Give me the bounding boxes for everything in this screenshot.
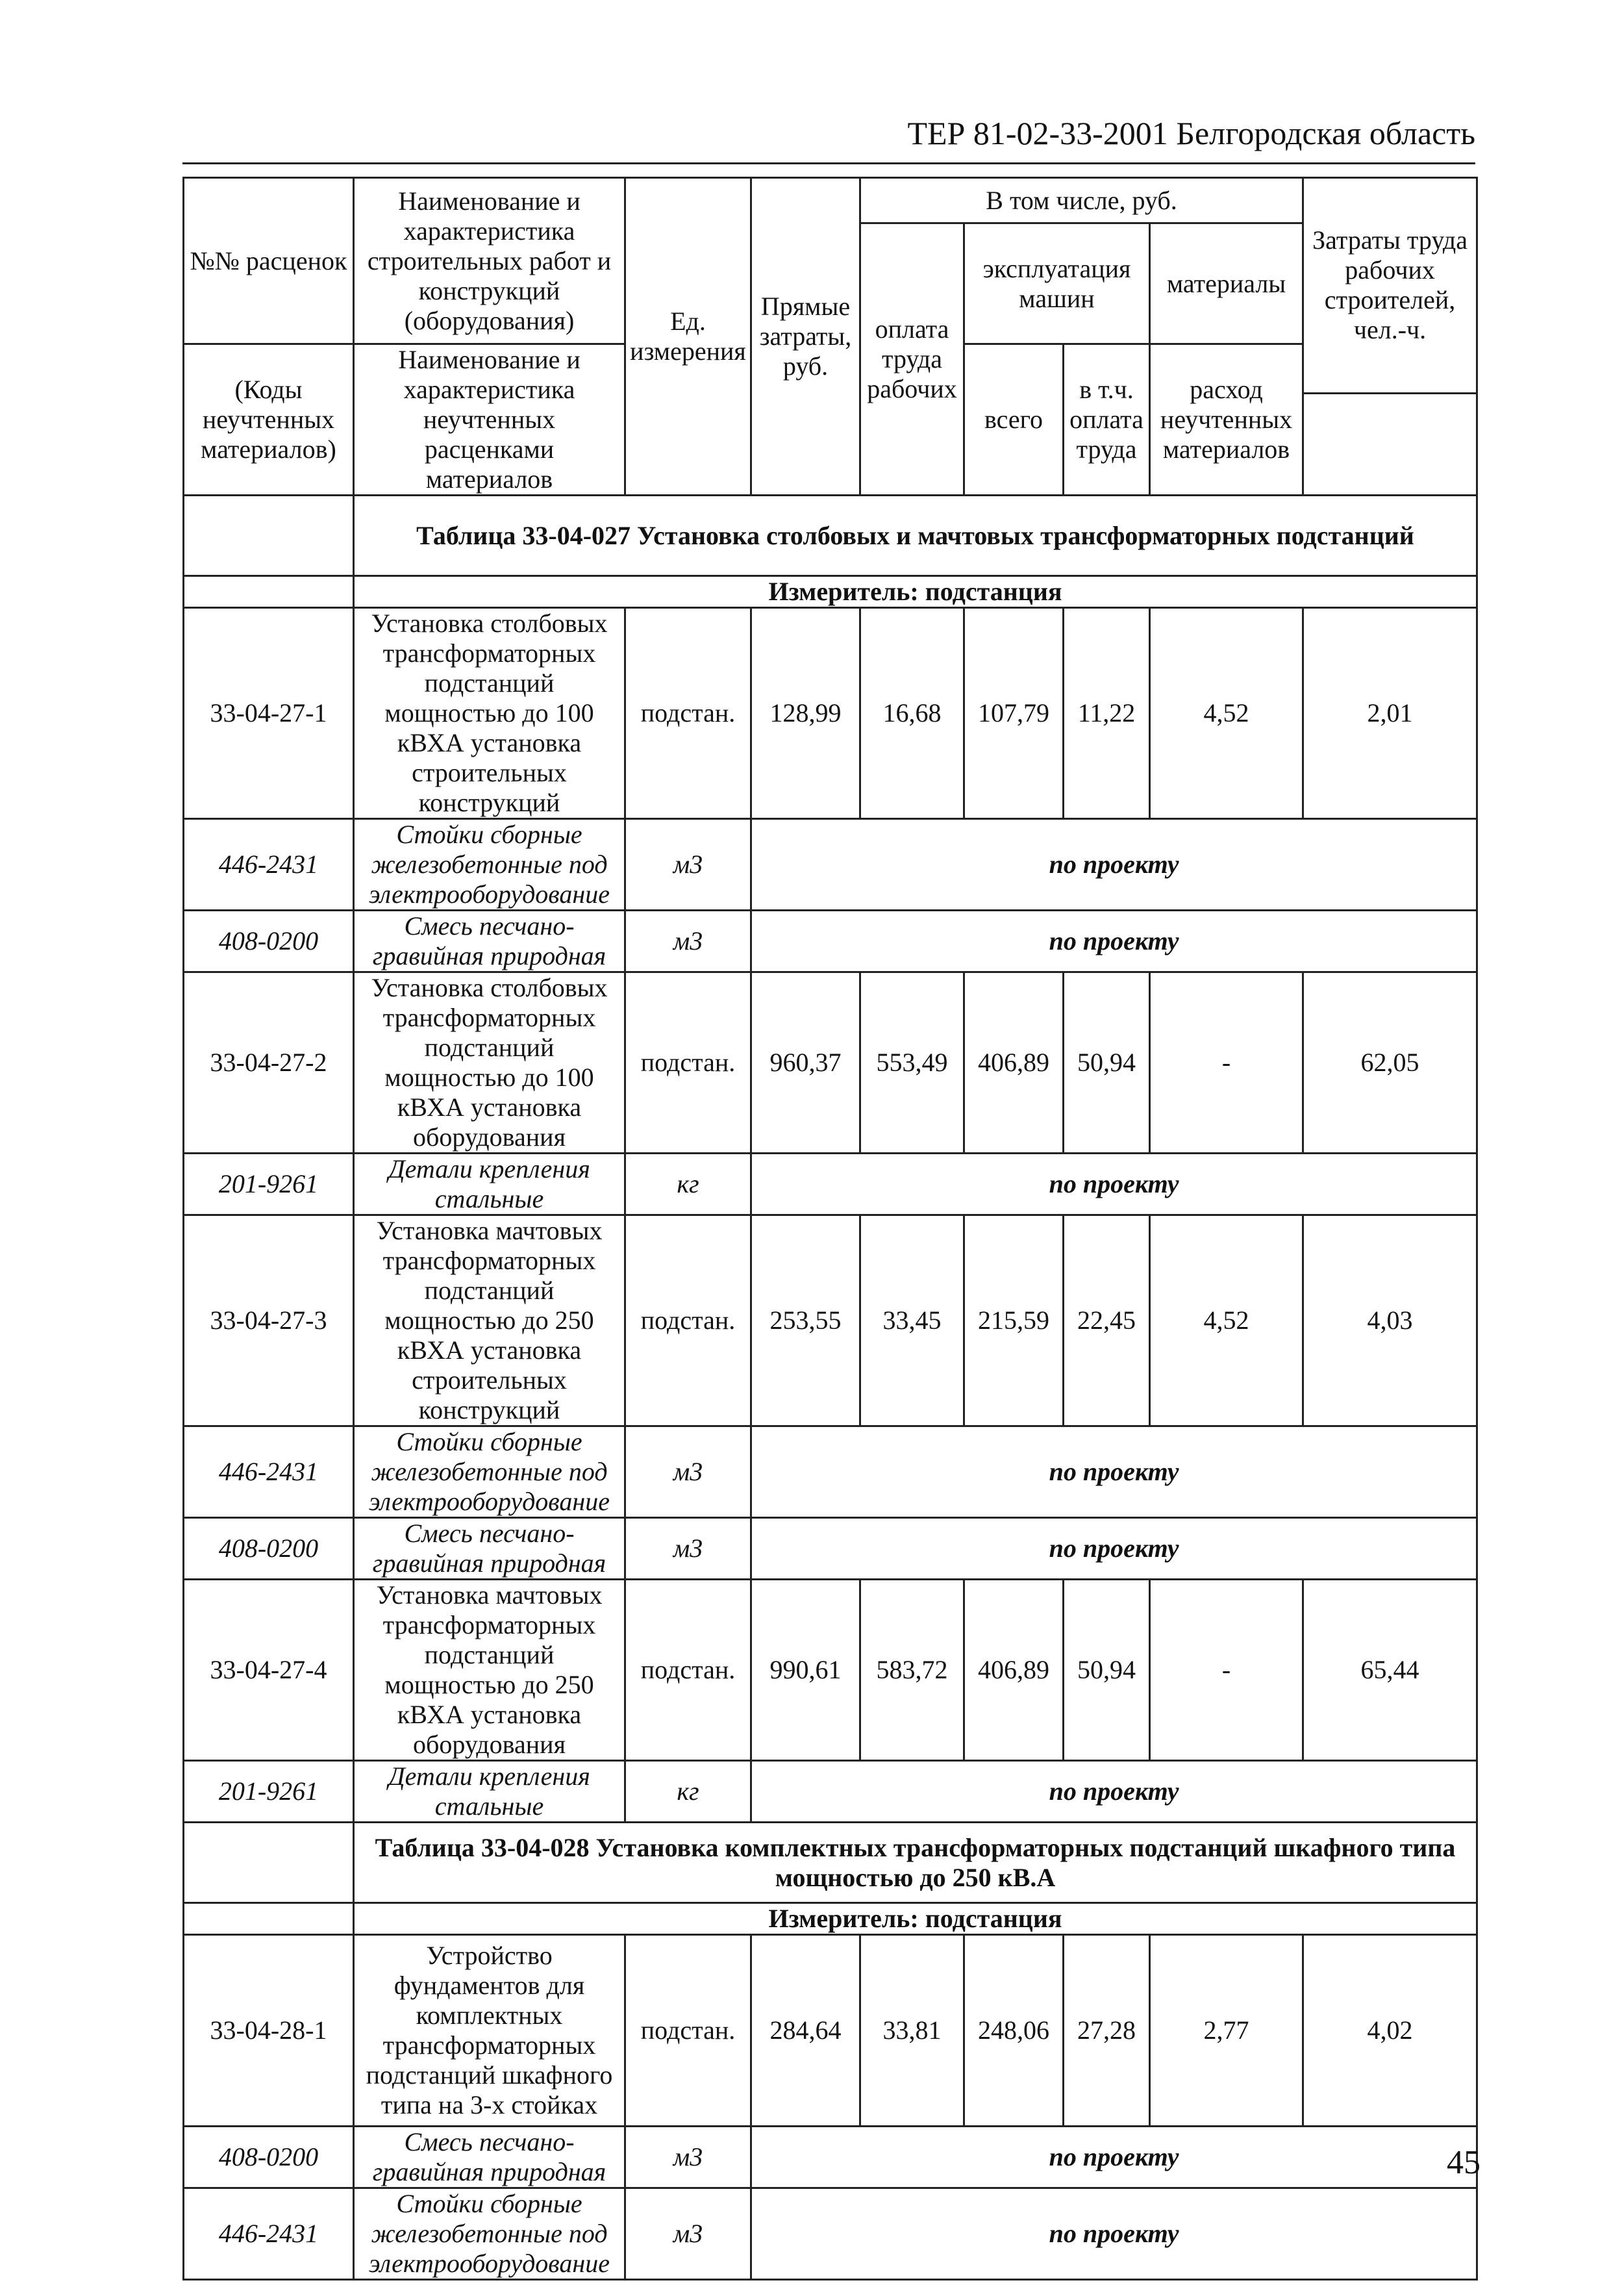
material-name: Смесь песчано-гравийная природная: [354, 2127, 625, 2188]
material-name: Смесь песчано-гравийная природная: [354, 911, 625, 972]
rate-direct: 128,99: [751, 608, 860, 819]
rate-hours: 4,02: [1303, 1935, 1477, 2127]
material-unit: м3: [625, 2127, 751, 2188]
rate-direct: 284,64: [751, 1935, 860, 2127]
material-note: по проекту: [751, 2127, 1477, 2188]
material-unit: м3: [625, 911, 751, 972]
rate-machines-labor: 22,45: [1064, 1215, 1150, 1426]
material-note: по проекту: [751, 911, 1477, 972]
rate-row: [184, 1580, 1477, 1761]
material-note: по проекту: [751, 1761, 1477, 1823]
rate-code: 33-04-27-3: [184, 1215, 354, 1426]
rate-machines-labor: 27,28: [1064, 1935, 1150, 2127]
rate-machines-labor: 50,94: [1064, 972, 1150, 1154]
rate-hours: 62,05: [1303, 972, 1477, 1154]
rate-direct: 253,55: [751, 1215, 860, 1426]
rate-machines: 215,59: [964, 1215, 1064, 1426]
rates-table: [182, 177, 1478, 2281]
material-code: 408-0200: [184, 1518, 354, 1580]
caption-blank-cell: [184, 1823, 354, 1903]
rate-labor: 553,49: [860, 972, 964, 1154]
caption-blank-cell: [184, 496, 354, 576]
material-code: 408-0200: [184, 2127, 354, 2188]
rate-row: [184, 1215, 1477, 1426]
material-row: [184, 819, 1477, 911]
material-code: 446-2431: [184, 2188, 354, 2280]
col-incl-header: В том числе, руб.: [860, 178, 1303, 223]
material-note: по проекту: [751, 1518, 1477, 1580]
material-code: 201-9261: [184, 1154, 354, 1215]
material-unit: м3: [625, 1426, 751, 1518]
rate-labor: 33,45: [860, 1215, 964, 1426]
rate-name: Установка столбовых трансформаторных подстанций мощностью до 100 кВХА установка строительных конструкций: [354, 608, 625, 819]
rate-unit: подстан.: [625, 608, 751, 819]
meter-blank-cell: [184, 1903, 354, 1935]
rate-labor: 33,81: [860, 1935, 964, 2127]
rate-materials: 4,52: [1150, 608, 1303, 819]
rate-name: Установка мачтовых трансформаторных подстанций мощностью до 250 кВХА установка оборудования: [354, 1580, 625, 1761]
col-code2-header: (Коды неучтенных материалов): [184, 344, 354, 496]
rate-materials: 4,52: [1150, 1215, 1303, 1426]
rate-name: Установка мачтовых трансформаторных подстанций мощностью до 250 кВХА установка строительных конструкций: [354, 1215, 625, 1426]
material-code: 446-2431: [184, 819, 354, 911]
rate-code: 33-04-27-1: [184, 608, 354, 819]
material-row: [184, 2188, 1477, 2280]
col-unit-header: Ед. измерения: [625, 178, 751, 496]
col-mach-total-header: всего: [964, 344, 1064, 496]
rate-materials: 2,77: [1150, 1935, 1303, 2127]
rate-materials: -: [1150, 1580, 1303, 1761]
rate-row: [184, 1935, 1477, 2127]
rate-direct: 960,37: [751, 972, 860, 1154]
rate-name: Устройство фундаментов для комплектных трансформаторных подстанций шкафного типа на 3-х стойках: [354, 1935, 625, 2127]
material-note: по проекту: [751, 819, 1477, 911]
material-unit: м3: [625, 1518, 751, 1580]
rate-direct: 990,61: [751, 1580, 860, 1761]
table-title: Таблица 33-04-028 Установка комплектных трансформаторных подстанций шкафного типа мощностью до 250 кВ.А: [354, 1823, 1477, 1903]
rate-unit: подстан.: [625, 1580, 751, 1761]
material-row: [184, 2127, 1477, 2188]
rate-unit: подстан.: [625, 1215, 751, 1426]
rate-labor: 583,72: [860, 1580, 964, 1761]
rate-code: 33-04-27-2: [184, 972, 354, 1154]
col-name2-header: Наименование и характеристика неучтенных расценками материалов: [354, 344, 625, 496]
col-labor-header: оплата труда рабочих: [860, 223, 964, 496]
material-code: 201-9261: [184, 1761, 354, 1823]
meter-label: Измеритель: подстанция: [354, 576, 1477, 608]
material-name: Стойки сборные железобетонные под электрооборудование: [354, 2188, 625, 2280]
material-unit: кг: [625, 1761, 751, 1823]
rate-machines-labor: 50,94: [1064, 1580, 1150, 1761]
material-row: [184, 1761, 1477, 1823]
material-note: по проекту: [751, 1154, 1477, 1215]
rate-unit: подстан.: [625, 972, 751, 1154]
material-code: 408-0200: [184, 911, 354, 972]
material-unit: м3: [625, 819, 751, 911]
header-row-1: [184, 178, 1477, 223]
rate-machines: 107,79: [964, 608, 1064, 819]
material-note: по проекту: [751, 1426, 1477, 1518]
rate-name: Установка столбовых трансформаторных подстанций мощностью до 100 кВХА установка оборудования: [354, 972, 625, 1154]
table-caption-row: [184, 496, 1477, 576]
rate-row: [184, 972, 1477, 1154]
material-name: Смесь песчано-гравийная природная: [354, 1518, 625, 1580]
page-number: 45: [1447, 2144, 1480, 2181]
document-title: ТЕР 81-02-33-2001 Белгородская область: [907, 115, 1475, 151]
col-name-header: Наименование и характеристика строительных работ и конструкций (оборудования): [354, 178, 625, 344]
rate-materials: -: [1150, 972, 1303, 1154]
material-name: Детали крепления стальные: [354, 1761, 625, 1823]
col-machines-header: эксплуатация машин: [964, 223, 1150, 344]
meter-row: [184, 576, 1477, 608]
rate-machines: 406,89: [964, 1580, 1064, 1761]
meter-row: [184, 1903, 1477, 1935]
col-code-header: №№ расценок: [184, 178, 354, 344]
rate-labor: 16,68: [860, 608, 964, 819]
rate-hours: 2,01: [1303, 608, 1477, 819]
rate-machines: 406,89: [964, 972, 1064, 1154]
col-materials-header: материалы: [1150, 223, 1303, 344]
material-unit: кг: [625, 1154, 751, 1215]
rate-code: 33-04-28-1: [184, 1935, 354, 2127]
page-header: [182, 113, 1475, 164]
material-name: Детали крепления стальные: [354, 1154, 625, 1215]
material-row: [184, 1518, 1477, 1580]
meter-blank-cell: [184, 576, 354, 608]
col-mach-pay-header: в т.ч. оплата труда: [1064, 344, 1150, 496]
rate-code: 33-04-27-4: [184, 1580, 354, 1761]
rate-hours: 4,03: [1303, 1215, 1477, 1426]
rate-machines-labor: 11,22: [1064, 608, 1150, 819]
material-note: по проекту: [751, 2188, 1477, 2280]
col-mat-usage-header: расход неучтенных материалов: [1150, 344, 1303, 496]
material-name: Стойки сборные железобетонные под электрооборудование: [354, 1426, 625, 1518]
rate-machines: 248,06: [964, 1935, 1064, 2127]
meter-label: Измеритель: подстанция: [354, 1903, 1477, 1935]
material-row: [184, 1154, 1477, 1215]
material-name: Стойки сборные железобетонные под электрооборудование: [354, 819, 625, 911]
rate-unit: подстан.: [625, 1935, 751, 2127]
rate-row: [184, 608, 1477, 819]
table-caption-row: [184, 1823, 1477, 1903]
table-title: Таблица 33-04-027 Установка столбовых и мачтовых трансформаторных подстанций: [354, 496, 1477, 576]
material-row: [184, 1426, 1477, 1518]
header-blank-cell: [1303, 393, 1477, 495]
material-unit: м3: [625, 2188, 751, 2280]
col-hours-header: Затраты труда рабочих строителей, чел.-ч.: [1303, 178, 1477, 394]
rate-hours: 65,44: [1303, 1580, 1477, 1761]
material-row: [184, 911, 1477, 972]
col-direct-header: Прямые затраты, руб.: [751, 178, 860, 496]
material-code: 446-2431: [184, 1426, 354, 1518]
